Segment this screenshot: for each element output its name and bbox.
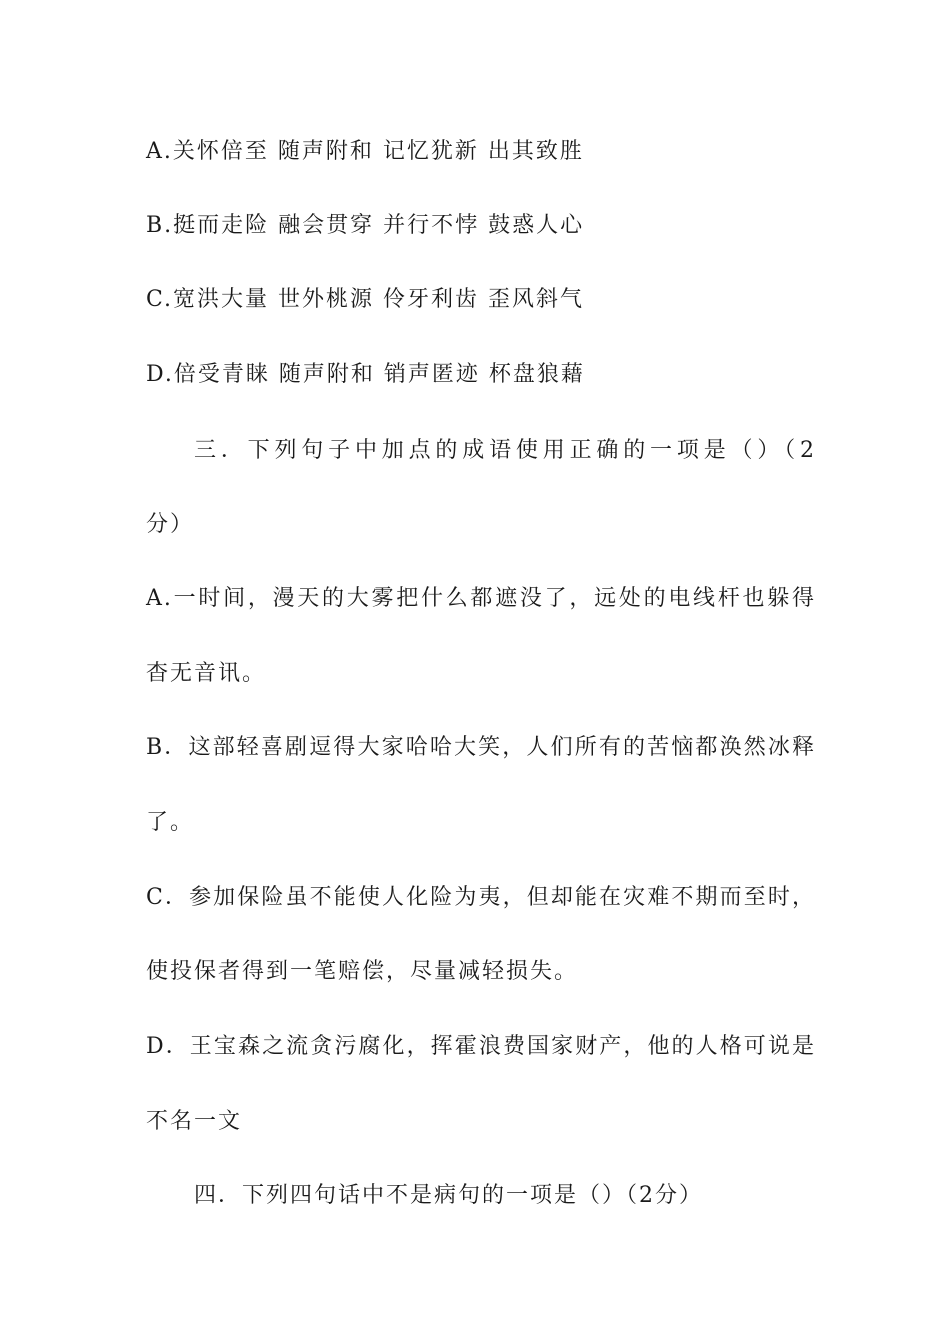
question-3-option-a: A.一时间，漫天的大雾把什么都遮没了，远处的电线杆也躲得 — [146, 586, 816, 611]
question-3-option-c-continued: 使投保者得到一笔赔偿，尽量减轻损失。 — [146, 959, 579, 984]
question-3-option-b: B．这部轻喜剧逗得大家哈哈大笑，人们所有的苦恼都涣然冰释 — [146, 735, 816, 760]
question-3-option-d: D．王宝森之流贪污腐化，挥霍浪费国家财产，他的人格可说是 — [146, 1034, 816, 1059]
question-4-title: 四．下列四句话中不是病句的一项是（）（2分） — [194, 1183, 703, 1208]
question-3-title: 三．下列句子中加点的成语使用正确的一项是（）（2 — [194, 438, 816, 463]
option-c-idioms: C.宽洪大量 世外桃源 伶牙利齿 歪风斜气 — [146, 287, 585, 312]
option-d-idioms: D.倍受青睐 随声附和 销声匿迹 杯盘狼藉 — [146, 362, 585, 387]
option-a-idioms: A.关怀倍至 随声附和 记忆犹新 出其致胜 — [146, 139, 584, 164]
question-3-option-d-continued: 不名一文 — [146, 1109, 243, 1134]
question-3-option-c: C．参加保险虽不能使人化险为夷，但却能在灾难不期而至时， — [146, 885, 816, 910]
option-b-idioms: B.挺而走险 融会贯穿 并行不悖 鼓惑人心 — [146, 213, 585, 238]
question-3-option-a-continued: 杳无音讯。 — [146, 661, 267, 686]
question-3-title-continued: 分） — [146, 512, 195, 537]
question-3-option-b-continued: 了。 — [146, 810, 195, 835]
